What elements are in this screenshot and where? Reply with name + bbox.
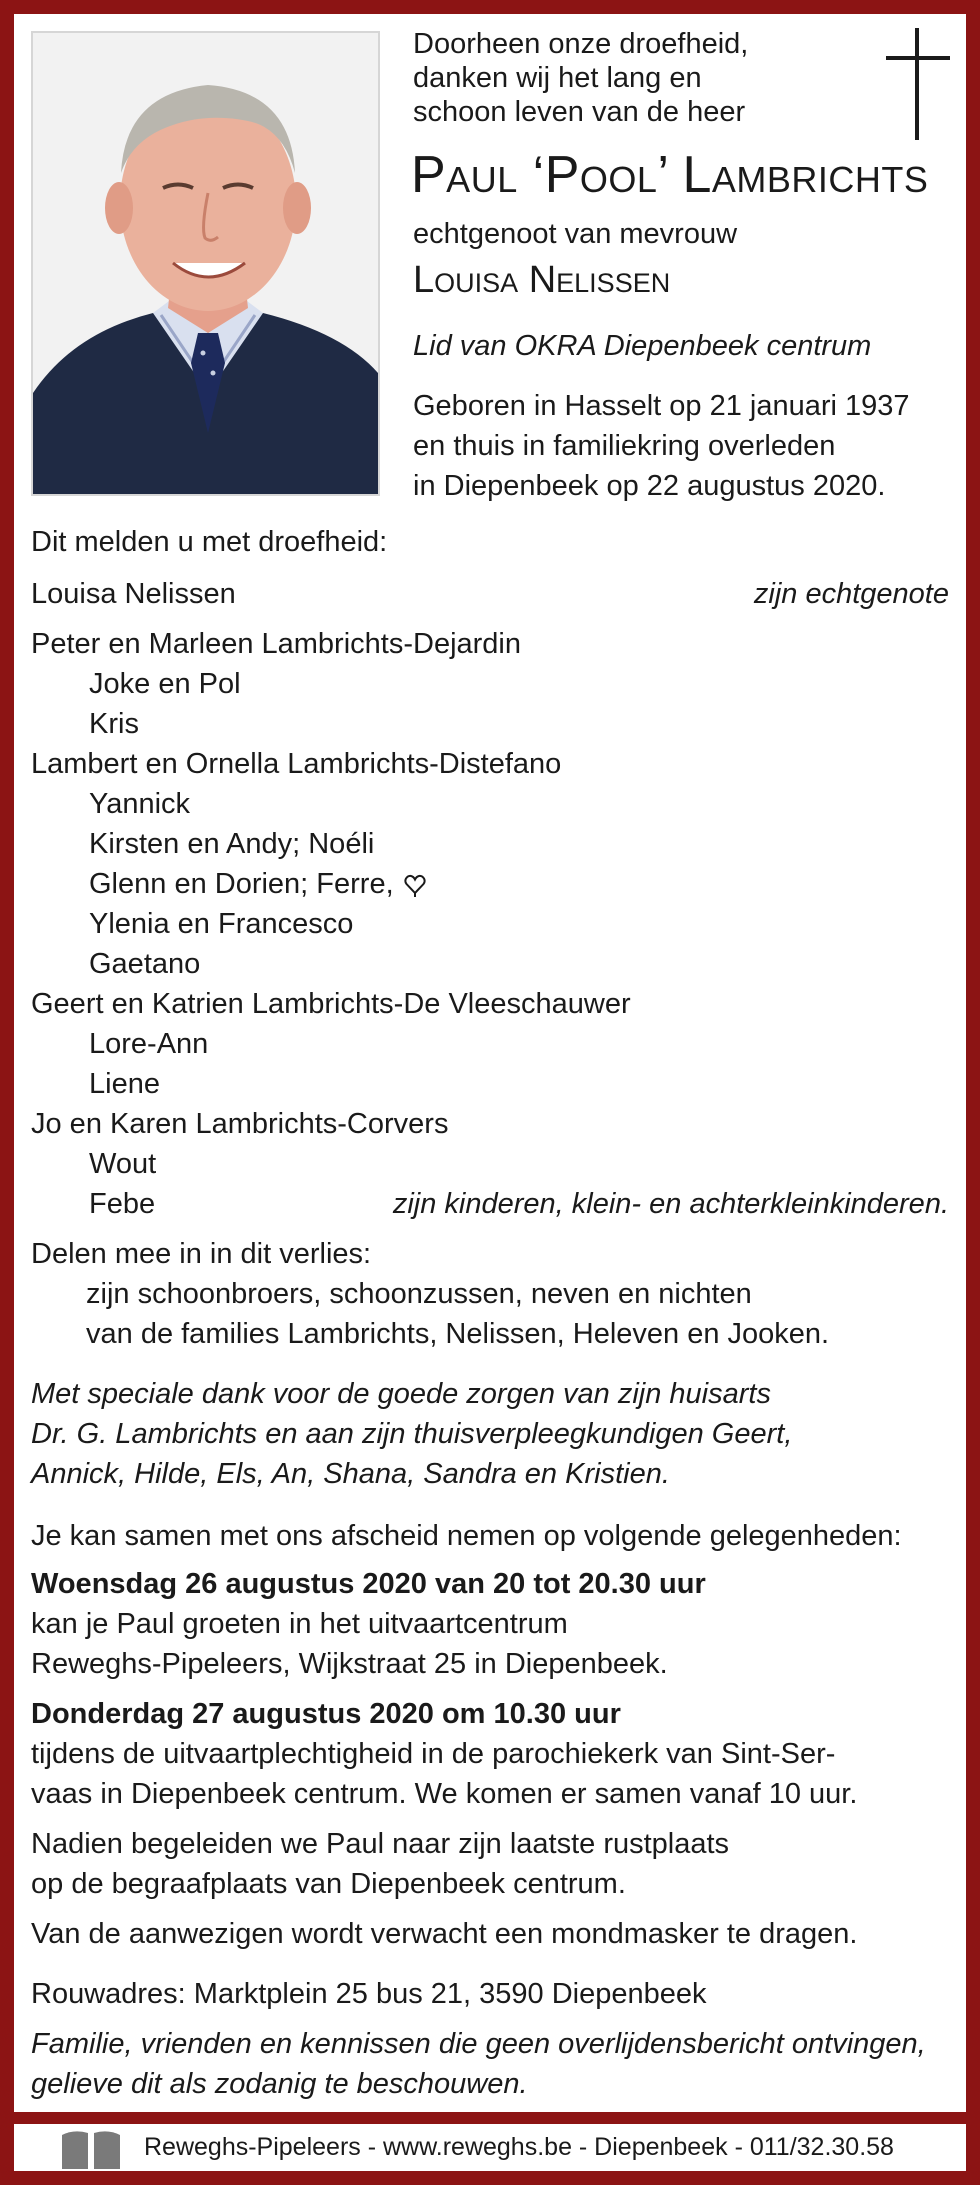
share-line-2: van de families Lambrichts, Nelissen, Heleven en Jooken. xyxy=(86,1318,830,1350)
share-line-1: zijn schoonbroers, schoonzussen, neven en nichten xyxy=(86,1278,752,1310)
spouse-intro: echtgenoot van mevrouw xyxy=(413,218,738,250)
event2-line-2: vaas in Diepenbeek centrum. We komen er samen vanaf 10 uur. xyxy=(31,1778,858,1810)
family-line: Yannick xyxy=(89,788,191,820)
family-line-with-heart xyxy=(89,864,426,904)
thanks-line-2: Dr. G. Lambrichts en aan zijn thuisverpleegkundigen Geert, xyxy=(31,1418,793,1450)
announcement-intro: Dit melden u met droefheid: xyxy=(31,526,388,558)
spouse-name: Louisa Nelissen xyxy=(413,259,671,301)
burial-line-1: Nadien begeleiden we Paul naar zijn laatste rustplaats xyxy=(31,1828,730,1860)
spouse-row-relation: zijn echtgenote xyxy=(753,578,949,610)
birth-death-line-2: en thuis in familiekring overleden xyxy=(413,430,836,462)
spouse-row-name: Louisa Nelissen xyxy=(31,578,236,610)
heart-icon xyxy=(404,873,426,897)
event1-line-1: kan je Paul groeten in het uitvaartcentrum xyxy=(31,1608,568,1640)
footer xyxy=(14,2124,966,2171)
family-line: Jo en Karen Lambrichts-Corvers xyxy=(31,1108,449,1140)
farewell-intro: Je kan samen met ons afscheid nemen op volgende gelegenheden: xyxy=(31,1520,902,1552)
family-line: Febe xyxy=(89,1188,156,1220)
share-intro: Delen mee in in dit verlies: xyxy=(31,1238,372,1270)
event2-line-1: tijdens de uitvaartplechtigheid in de parochiekerk van Sint-Ser- xyxy=(31,1738,836,1770)
burial-line-2: op de begraafplaats van Diepenbeek centrum. xyxy=(31,1868,626,1900)
intro-line-3: schoon leven van de heer xyxy=(413,96,746,128)
portrait-photo xyxy=(31,31,380,496)
family-line: Kirsten en Andy; Noéli xyxy=(89,828,375,860)
birth-death-line-3: in Diepenbeek op 22 augustus 2020. xyxy=(413,470,886,502)
family-line: Wout xyxy=(89,1148,157,1180)
family-line: Ylenia en Francesco xyxy=(89,908,354,940)
portrait-illustration xyxy=(33,33,378,494)
funeral-home-logo-icon xyxy=(60,2127,122,2169)
membership: Lid van OKRA Diepenbeek centrum xyxy=(413,330,872,362)
mask-note: Van de aanwezigen wordt verwacht een mondmasker te dragen. xyxy=(31,1918,858,1950)
spouse-row xyxy=(31,574,949,614)
intro-line-2: danken wij het lang en xyxy=(413,62,702,94)
event2-title: Donderdag 27 augustus 2020 om 10.30 uur xyxy=(31,1698,621,1730)
notice-line-2: gelieve dit als zodanig te beschouwen. xyxy=(31,2068,528,2100)
cross-icon xyxy=(886,28,950,140)
family-line: Glenn en Dorien; Ferre, xyxy=(89,868,394,900)
event1-line-2: Reweghs-Pipeleers, Wijkstraat 25 in Diepenbeek. xyxy=(31,1648,668,1680)
family-line: Geert en Katrien Lambrichts-De Vleeschauwer xyxy=(31,988,631,1020)
event1-title: Woensdag 26 augustus 2020 van 20 tot 20.30 uur xyxy=(31,1568,706,1600)
notice-line-1: Familie, vrienden en kennissen die geen overlijdensbericht ontvingen, xyxy=(31,2028,926,2060)
family-line: Gaetano xyxy=(89,948,201,980)
footer-band xyxy=(14,2112,966,2124)
mourning-address: Rouwadres: Marktplein 25 bus 21, 3590 Diepenbeek xyxy=(31,1978,707,2010)
footer-text: Reweghs-Pipeleers - www.reweghs.be - Diepenbeek - 011/32.30.58 xyxy=(144,2133,894,2161)
thanks-line-3: Annick, Hilde, Els, An, Shana, Sandra en Kristien. xyxy=(31,1458,670,1490)
deceased-name: Paul ‘Pool’ Lambrichts xyxy=(411,146,929,204)
family-line: Liene xyxy=(89,1068,160,1100)
birth-death-line-1: Geboren in Hasselt op 21 januari 1937 xyxy=(413,390,910,422)
thanks-line-1: Met speciale dank voor de goede zorgen van zijn huisarts xyxy=(31,1378,771,1410)
family-line: Peter en Marleen Lambrichts-Dejardin xyxy=(31,628,521,660)
family-line: Kris xyxy=(89,708,139,740)
family-relation: zijn kinderen, klein- en achterkleinkinderen. xyxy=(392,1188,949,1220)
family-line: Lambert en Ornella Lambrichts-Distefano xyxy=(31,748,562,780)
family-line: Joke en Pol xyxy=(89,668,241,700)
intro-line-1: Doorheen onze droefheid, xyxy=(413,28,749,60)
family-line: Lore-Ann xyxy=(89,1028,209,1060)
